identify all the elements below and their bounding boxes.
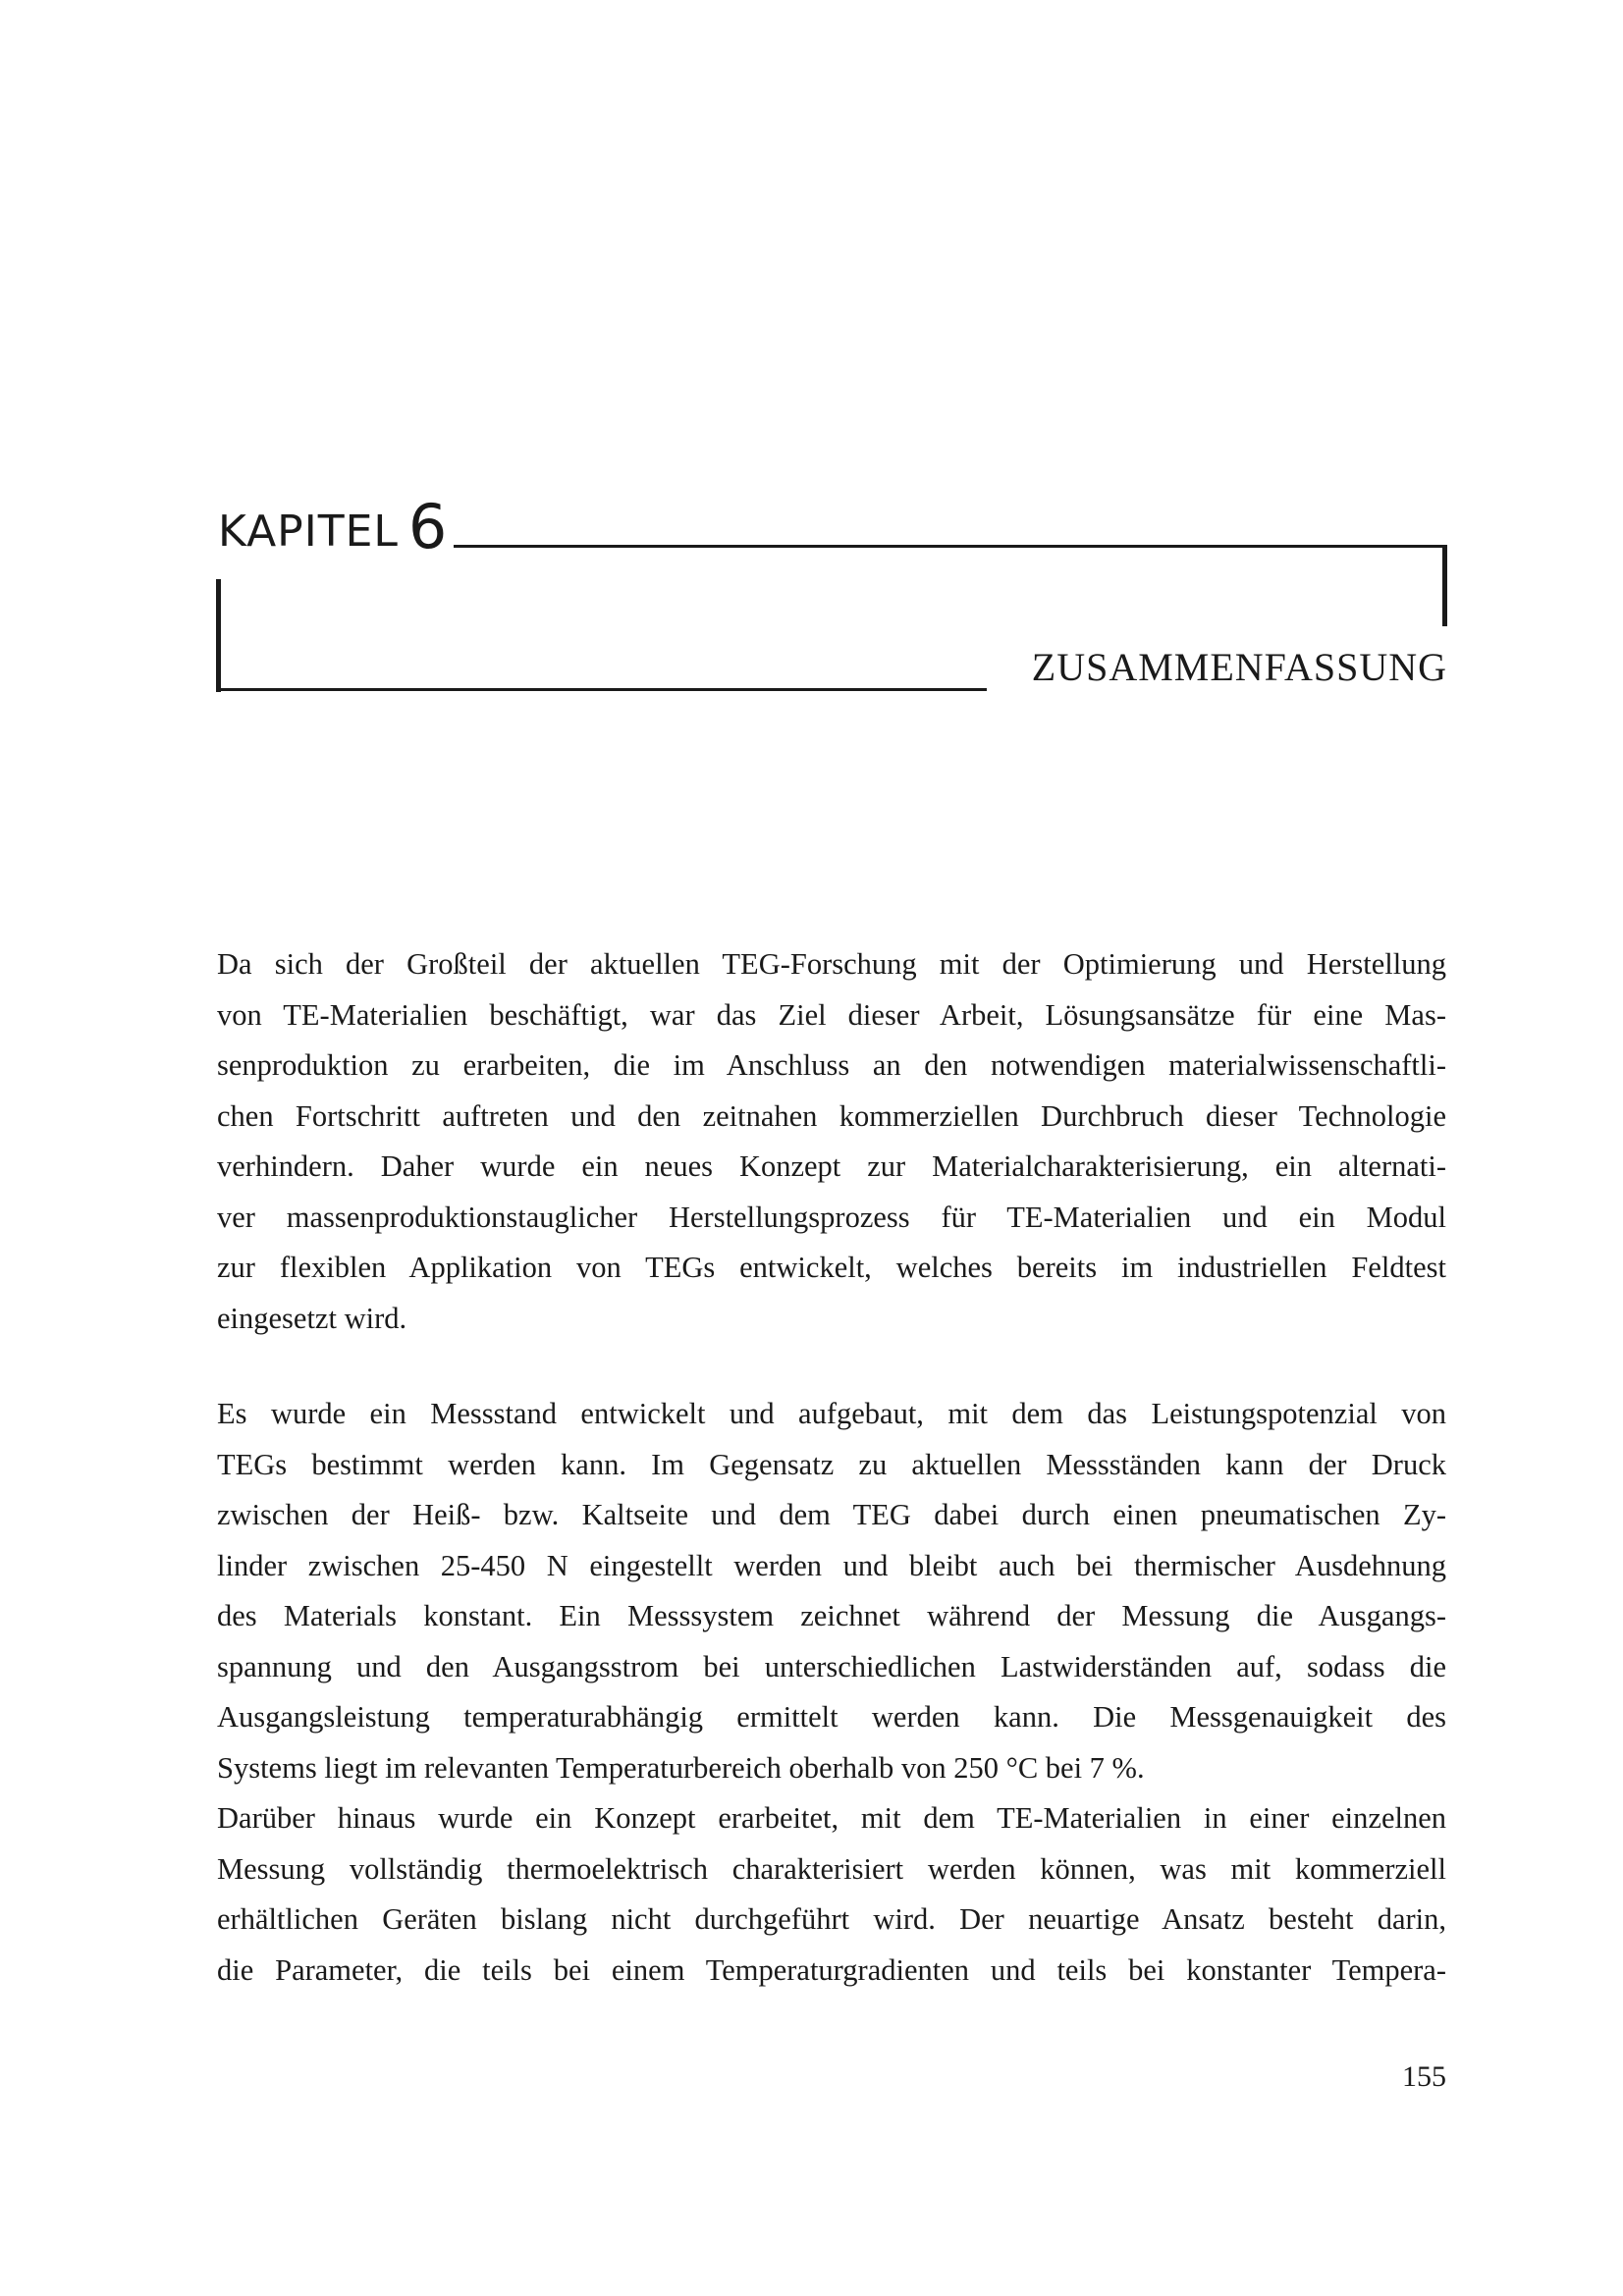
text-line: senproduktion zu erarbeiten, die im Anschluss an den notwendigen materialwissenschaftli- bbox=[217, 1048, 1446, 1082]
text-line: ver massenproduktionstauglicher Herstellungsprozess für TE-Materialien und ein Modul bbox=[217, 1200, 1446, 1234]
text-line: TEGs bestimmt werden kann. Im Gegensatz zu aktuellen Messständen kann der Druck bbox=[217, 1447, 1446, 1481]
chapter-number: 6 bbox=[407, 491, 448, 562]
text-line: spannung und den Ausgangsstrom bei unterschiedlichen Lastwiderständen auf, sodass die bbox=[217, 1649, 1446, 1683]
text-line: zur flexiblen Applikation von TEGs entwickelt, welches bereits im industriellen Feldtest bbox=[217, 1251, 1446, 1284]
chapter-rule-top bbox=[454, 545, 1445, 548]
text-line: verhindern. Daher wurde ein neues Konzept zur Materialcharakterisierung, ein alternati- bbox=[217, 1149, 1446, 1183]
text-line: eingesetzt wird. bbox=[217, 1301, 407, 1335]
text-line: des Materials konstant. Ein Messsystem zeichnet während der Messung die Ausgangs- bbox=[217, 1599, 1446, 1632]
text-line: von TE-Materialien beschäftigt, war das Ziel dieser Arbeit, Lösungsansätze für eine Mas- bbox=[217, 997, 1446, 1032]
text-line: chen Fortschritt auftreten und den zeitnahen kommerziellen Durchbruch dieser Technologie bbox=[217, 1098, 1446, 1133]
text-line: erhältlichen Geräten bislang nicht durchgeführt wird. Der neuartige Ansatz besteht darin, bbox=[217, 1902, 1446, 1936]
page-number: 155 bbox=[1402, 2060, 1446, 2093]
text-line: zwischen der Heiß- bzw. Kaltseite und dem TEG dabei durch einen pneumatischen Zy- bbox=[217, 1498, 1446, 1531]
text-line: Systems liegt im relevanten Temperaturbereich oberhalb von 250 °C bei 7 %. bbox=[217, 1750, 1145, 1785]
body-text bbox=[217, 939, 1446, 1996]
text-line: die Parameter, die teils bei einem Temperaturgradienten und teils bei konstanter Tempera- bbox=[217, 1952, 1446, 1987]
paragraph-1 bbox=[217, 939, 1446, 1344]
paragraph-2 bbox=[217, 1389, 1446, 1793]
chapter-rule-left bbox=[216, 579, 221, 692]
text-line: linder zwischen 25-450 N eingestellt werden und bleibt auch bei thermischer Ausdehnung bbox=[217, 1548, 1446, 1582]
chapter-label bbox=[218, 479, 448, 562]
paragraph-3 bbox=[217, 1793, 1446, 1996]
text-line: Es wurde ein Messstand entwickelt und aufgebaut, mit dem das Leistungspotenzial von bbox=[217, 1397, 1446, 1430]
text-line: Ausgangsleistung temperaturabhängig ermittelt werden kann. Die Messgenauigkeit des bbox=[217, 1700, 1446, 1734]
text-line: Darüber hinaus wurde ein Konzept erarbeitet, mit dem TE-Materialien in einer einzelnen bbox=[217, 1801, 1446, 1835]
chapter-rule-right bbox=[1442, 545, 1447, 626]
chapter-word: KAPITEL bbox=[218, 507, 399, 557]
paragraph-spacer bbox=[217, 1344, 1446, 1389]
chapter-title: ZUSAMMENFASSUNG bbox=[1031, 645, 1447, 689]
chapter-rule-bottom bbox=[216, 688, 987, 691]
text-line: Messung vollständig thermoelektrisch charakterisiert werden können, was mit kommerziell bbox=[217, 1851, 1446, 1886]
text-line: Da sich der Großteil der aktuellen TEG-Forschung mit der Optimierung und Herstellung bbox=[217, 947, 1446, 981]
